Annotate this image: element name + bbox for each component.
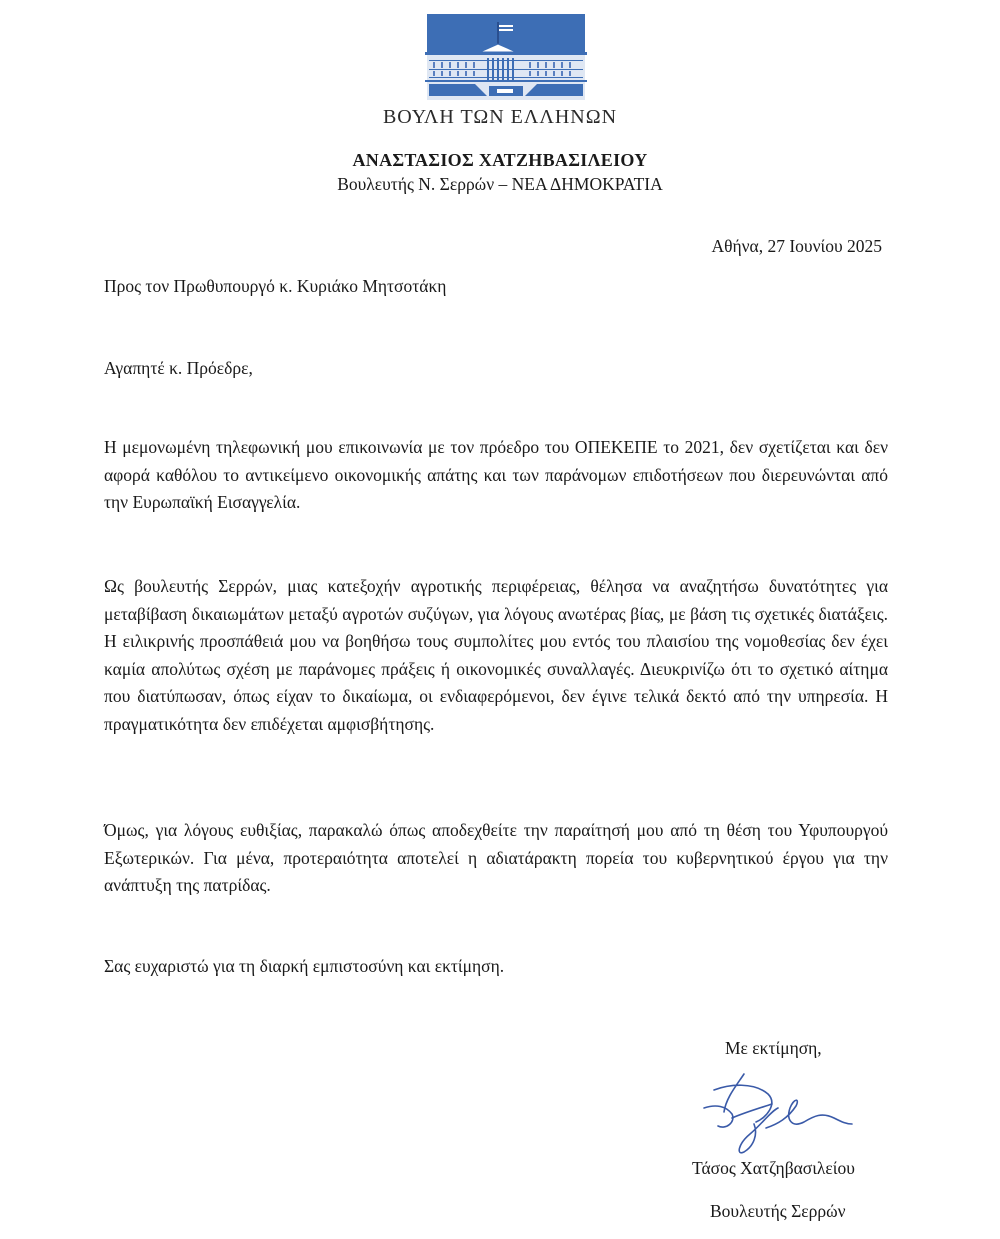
recipient: Προς τον Πρωθυπουργό κ. Κυριάκο Μητσοτάκη <box>104 276 447 296</box>
signer-name: Τάσος Χατζηβασιλείου <box>692 1158 855 1178</box>
paragraph: Όμως, για λόγους ευθιξίας, παρακαλώ όπως αποδεχθείτε την παραίτησή μου από τη θέση του Υφυπουργού Εξωτερικών. Για μένα, προτεραιότητα αποτελεί η αδιατάρακτη πορεία του κυβερνητικού έργου για την ανάπτυξη της πατρίδας. <box>104 820 888 895</box>
mp-subtitle: Βουλευτής Ν. Σερρών – ΝΕΑ ΔΗΜΟΚΡΑΤΙΑ <box>337 174 663 194</box>
paragraph: Ως βουλευτής Σερρών, μιας κατεξοχήν αγροτικής περιφέρειας, θέλησα να αναζητήσω δυνατότητες για μεταβίβαση δικαιωμάτων μεταξύ αγροτών συζύγων, για λόγους ανωτέρας βίας, με βάση τις σχετικές διατάξεις. Η ειλικρινής προσπάθειά μου να βοηθήσω τους συμπολίτες μου εντός του πλαισίου της νομοθεσίας δεν έχει καμία απολύτως σχέση με παράνομες πράξεις ή οικονομικές συναλλαγές. Διευκρινίζω ότι το σχετικό αίτημα που διατύπωσαν, όπως είχαν το δικαίωμα, οι ενδιαφερόμενοι, δεν έγινε τελικά δεκτό από την υπηρεσία. Η πραγματικότητα δεν επιδέχεται αμφισβήτησης. <box>104 576 888 734</box>
letter-date: Αθήνα, 27 Ιουνίου 2025 <box>711 236 882 256</box>
salutation: Αγαπητέ κ. Πρόεδρε, <box>104 358 253 378</box>
mp-name: ΑΝΑΣΤΑΣΙΟΣ ΧΑΤΖΗΒΑΣΙΛΕΙΟΥ <box>352 150 648 170</box>
hellenic-parliament-building-icon <box>425 14 587 100</box>
institution-name: ΒΟΥΛΗ ΤΩΝ ΕΛΛΗΝΩΝ <box>382 106 618 128</box>
handwritten-signature-icon <box>696 1068 856 1158</box>
signer-title: Βουλευτής Σερρών <box>710 1201 846 1221</box>
closing: Με εκτίμηση, <box>725 1038 822 1058</box>
paragraph: Η μεμονωμένη τηλεφωνική μου επικοινωνία με τον πρόεδρο του ΟΠΕΚΕΠΕ το 2021, δεν σχετίζεται και δεν αφορά καθόλου το αντικείμενο οικονομικής απάτης και των παράνομων επιδοτήσεων που διερευνώνται από την Ευρωπαϊκή Εισαγγελία. <box>104 437 888 512</box>
thanks-line: Σας ευχαριστώ για τη διαρκή εμπιστοσύνη και εκτίμηση. <box>104 956 505 976</box>
